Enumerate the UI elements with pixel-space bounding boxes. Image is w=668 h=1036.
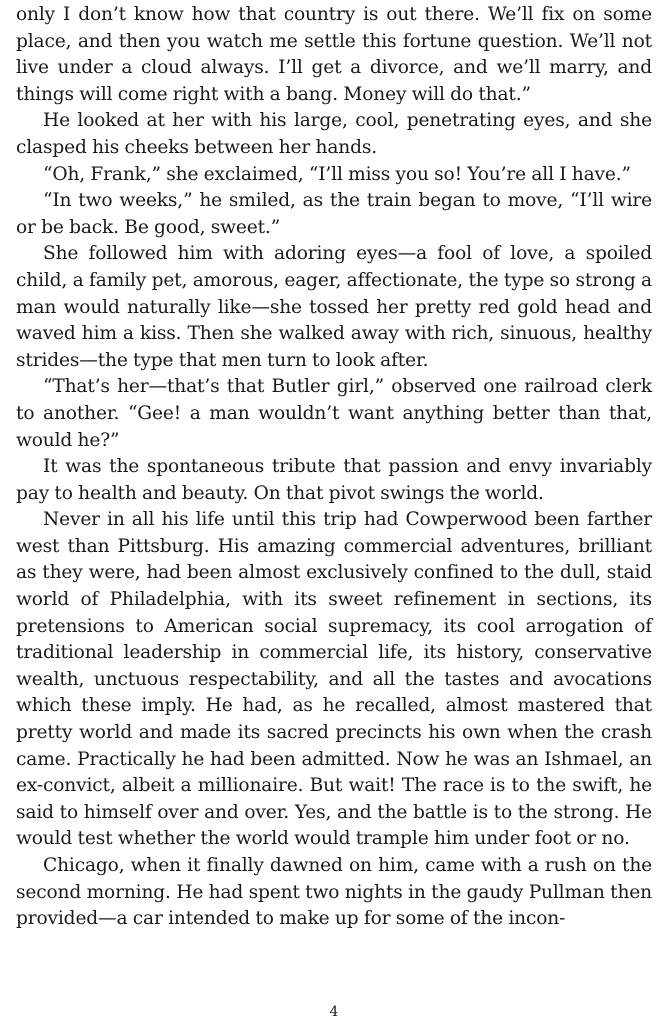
paragraph: He looked at her with his large, cool, penetrating eyes, and she clasped his cheeks between her hands. xyxy=(16,110,652,158)
paragraph: She followed him with adoring eyes—a fool of love, a spoiled child, a family pet, amorous, eager, affectionate, the type so strong a man would naturally like—she tossed her pretty red gold head and waved him a kiss. Then she walked away with rich, sinuous, healthy strides—the type that men turn to look after. xyxy=(16,243,652,371)
paragraph: “Oh, Frank,” she exclaimed, “I’ll miss you so! You’re all I have.” xyxy=(43,163,631,185)
paragraph: It was the spontaneous tribute that passion and envy invariably pay to health and beauty. On that pivot swings the world. xyxy=(16,456,652,504)
page-number: 4 xyxy=(329,1004,339,1020)
paragraph-continued: only I don’t know how that country is out there. We’ll fix on some place, and then you watch me settle this fortune question. We’ll not live under a cloud always. I’ll get a divorce, and we’ll marry, and things will come right with a bang. Money will do that.” xyxy=(16,4,652,105)
book-page-body xyxy=(16,2,652,933)
paragraph: “That’s her—that’s that Butler girl,” observed one railroad clerk to another. “Gee! a man wouldn’t want anything better than that, would he?” xyxy=(16,376,652,451)
paragraph: “In two weeks,” he smiled, as the train began to move, “I’ll wire or be back. Be good, sweet.” xyxy=(16,190,652,238)
paragraph: Chicago, when it finally dawned on him, came with a rush on the second morning. He had spent two nights in the gaudy Pullman then provided—a car intended to make up for some of the incon- xyxy=(16,855,652,930)
paragraph: Never in all his life until this trip had Cowperwood been farther west than Pittsburg. His amazing commercial adventures, brilliant as they were, had been almost exclusively confined to the dull, staid world of Philadelphia, with its sweet refinement in sections, its pretensions to American social supremacy, its cool arrogation of traditional leadership in commercial life, its history, conservative wealth, unctuous respectability, and all the tastes and avocations which these imply. He had, as he recalled, almost mastered that pretty world and made its sacred precincts his own when the crash came. Practically he had been admitted. Now he was an Ishmael, an ex-convict, albeit a millionaire. But wait! The race is to the swift, he said to himself over and over. Yes, and the battle is to the strong. He would test whether the world would trample him under foot or no. xyxy=(16,509,652,850)
